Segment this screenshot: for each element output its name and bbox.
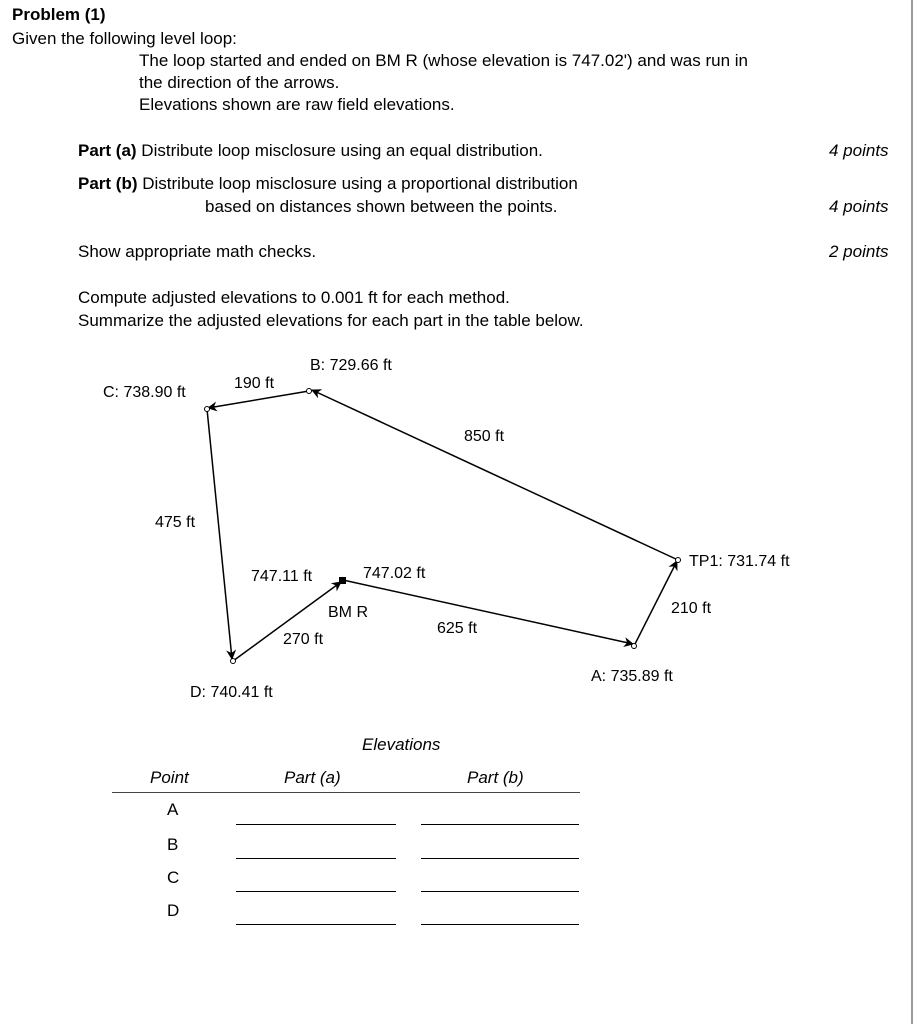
table-row-label: C: [167, 868, 180, 887]
leg-tp1-to-b: [312, 390, 678, 560]
answer-b-part-b[interactable]: [421, 858, 579, 859]
answer-d-part-a[interactable]: [236, 924, 396, 925]
label-dist-bma: 625 ft: [437, 620, 478, 637]
point-tp1-marker: [676, 558, 681, 563]
part-b-points: 4 points: [829, 197, 889, 216]
label-dist-bc: 190 ft: [234, 375, 275, 392]
leg-b-to-c: [208, 391, 309, 408]
label-point-b: B: 729.66 ft: [310, 357, 392, 374]
table-header-part-a: Part (a): [284, 768, 341, 787]
part-a-label: Part (a): [78, 141, 137, 160]
point-a-marker: [632, 644, 637, 649]
table-row-label: A: [167, 800, 179, 819]
table-row-label: D: [167, 901, 180, 920]
label-bm-r: BM R: [328, 604, 368, 621]
label-bm-left-elev: 747.11 ft: [251, 568, 313, 585]
answer-d-part-b[interactable]: [421, 924, 579, 925]
part-a-points: 4 points: [829, 141, 889, 160]
label-dist-tp1b: 850 ft: [464, 428, 505, 445]
bm-r-marker: [339, 577, 346, 584]
point-b-marker: [307, 389, 312, 394]
label-point-tp1: TP1: 731.74 ft: [689, 553, 790, 570]
problem-intro: Given the following level loop:: [12, 29, 237, 48]
leg-c-to-d: [207, 409, 232, 659]
point-c-marker: [205, 407, 210, 412]
problem-desc-line-2: the direction of the arrows.: [139, 73, 340, 92]
answer-c-part-b[interactable]: [421, 891, 579, 892]
part-b-label: Part (b): [78, 174, 138, 193]
answer-b-part-a[interactable]: [236, 858, 396, 859]
part-a-text: Distribute loop misclosure using an equal distribution.: [136, 141, 543, 160]
part-b-text-2: based on distances shown between the points.: [205, 197, 558, 216]
table-caption: Elevations: [362, 735, 441, 754]
label-dist-dbm: 270 ft: [283, 631, 324, 648]
label-point-d: D: 740.41 ft: [190, 684, 273, 701]
leg-bm-to-a: [343, 580, 633, 644]
label-point-a: A: 735.89 ft: [591, 668, 673, 685]
table-row-label: B: [167, 835, 179, 854]
answer-a-part-b[interactable]: [421, 824, 579, 825]
answer-a-part-a[interactable]: [236, 824, 396, 825]
instruction-2: Summarize the adjusted elevations for each part in the table below.: [78, 311, 584, 330]
part-b-text: Distribute loop misclosure using a proportional distribution: [137, 174, 578, 193]
math-checks: Show appropriate math checks.: [78, 242, 317, 261]
point-d-marker: [231, 659, 236, 664]
label-dist-cd: 475 ft: [155, 514, 196, 531]
answer-c-part-a[interactable]: [236, 891, 396, 892]
label-point-c: C: 738.90 ft: [103, 384, 186, 401]
math-checks-points: 2 points: [829, 242, 889, 261]
problem-desc-line-1: The loop started and ended on BM R (whose elevation is 747.02') and was run in: [139, 51, 749, 70]
instruction-1: Compute adjusted elevations to 0.001 ft for each method.: [78, 288, 510, 307]
problem-desc-line-3: Elevations shown are raw field elevations.: [139, 95, 455, 114]
problem-title: Problem (1): [12, 5, 106, 24]
table-header-point: Point: [150, 768, 189, 787]
table-header-rule: [112, 792, 580, 793]
label-bm-right-elev: 747.02 ft: [363, 565, 426, 582]
leg-d-to-bm: [233, 582, 341, 661]
table-header-part-b: Part (b): [467, 768, 524, 787]
label-dist-atp1: 210 ft: [671, 600, 712, 617]
